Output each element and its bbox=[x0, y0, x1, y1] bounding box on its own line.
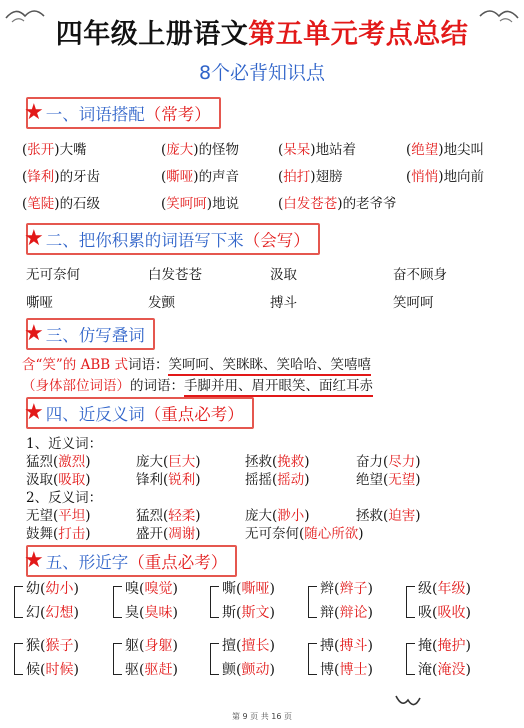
section-label: 一、词语搭配 bbox=[45, 105, 145, 124]
bracket-icon bbox=[210, 643, 219, 675]
similar-char-group: 擅(擅长) 颤(颤动) bbox=[210, 635, 306, 681]
list-item: (白发苍苍)的老爷爷 bbox=[278, 196, 397, 212]
page-footer: 第 9 页 共 16 页 bbox=[232, 712, 292, 721]
list-item: (笔陡)的石级 bbox=[22, 196, 101, 212]
synonym-pair: 奋力(尽力) bbox=[356, 454, 421, 470]
list-item: 笑呵呵 bbox=[393, 295, 434, 311]
section-tag: （会写） bbox=[243, 231, 310, 250]
page-title bbox=[0, 12, 524, 51]
synonym-pair: 汲取(吸取) bbox=[26, 472, 91, 488]
bracket-icon bbox=[14, 586, 23, 618]
list-item: 嘶哑 bbox=[26, 295, 53, 311]
list-item: 搏斗 bbox=[270, 295, 297, 311]
synonym-pair: 摇摇(摇动) bbox=[245, 472, 310, 488]
synonym-pair: 庞大(巨大) bbox=[136, 454, 201, 470]
star-icon: ★ bbox=[24, 321, 44, 346]
bracket-icon bbox=[406, 586, 415, 618]
section-header-word-collocation bbox=[26, 97, 221, 129]
bracket-icon bbox=[210, 586, 219, 618]
similar-char-group: 搏(搏斗) 博(博士) bbox=[308, 635, 404, 681]
star-icon: ★ bbox=[24, 548, 44, 573]
body-part-words-line: （身体部位词语）的词语：手脚并用、眉开眼笑、面红耳赤 bbox=[22, 374, 373, 394]
list-item: (绝望)地尖叫 bbox=[406, 142, 485, 158]
bracket-icon bbox=[14, 643, 23, 675]
list-item: 白发苍苍 bbox=[148, 267, 202, 283]
bracket-icon bbox=[406, 643, 415, 675]
title-black-part: 四年级上册语文 bbox=[55, 19, 249, 50]
antonym-pair: 无望(平坦) bbox=[26, 508, 91, 524]
section-label: 三、仿写叠词 bbox=[45, 326, 145, 345]
list-item: (笑呵呵)地说 bbox=[161, 196, 240, 212]
similar-char-group: 级(年级) 吸(吸收) bbox=[406, 578, 502, 624]
star-icon: ★ bbox=[24, 100, 44, 125]
antonym-pair: 猛烈(轻柔) bbox=[136, 508, 201, 524]
list-item: (嘶哑)的声音 bbox=[161, 169, 240, 185]
section-header-similar-characters bbox=[26, 545, 237, 577]
list-item: (呆呆)地站着 bbox=[278, 142, 357, 158]
similar-char-group: 躯(身躯) 驱(驱赶) bbox=[113, 635, 209, 681]
section-header-accumulated-words bbox=[26, 223, 320, 255]
antonym-pair: 无可奈何(随心所欲) bbox=[245, 526, 364, 542]
similar-char-group: 辫(辫子) 辩(辩论) bbox=[308, 578, 404, 624]
bracket-icon bbox=[113, 586, 122, 618]
antonym-pair: 庞大(渺小) bbox=[245, 508, 310, 524]
synonym-title: 1、近义词： bbox=[26, 436, 103, 452]
bracket-icon bbox=[308, 643, 317, 675]
synonym-pair: 绝望(无望) bbox=[356, 472, 421, 488]
title-red-part: 第五单元考点总结 bbox=[248, 19, 469, 50]
list-item: (拍打)翅膀 bbox=[278, 169, 343, 185]
list-item: (庞大)的怪物 bbox=[161, 142, 240, 158]
section-label: 二、把你积累的词语写下来 bbox=[45, 231, 244, 250]
section-tag: （重点必考） bbox=[144, 405, 244, 424]
section-header-reduplicated-words bbox=[26, 318, 155, 350]
similar-char-group: 嘶(嘶哑) 斯(斯文) bbox=[210, 578, 306, 624]
section-header-synonyms-antonyms bbox=[26, 397, 254, 429]
bracket-icon bbox=[308, 586, 317, 618]
antonym-pair: 盛开(凋谢) bbox=[136, 526, 201, 542]
list-item: (悄悄)地向前 bbox=[406, 169, 485, 185]
similar-char-group: 幼(幼小) 幻(幻想) bbox=[14, 578, 110, 624]
star-icon: ★ bbox=[24, 226, 44, 251]
list-item: 发颤 bbox=[148, 295, 175, 311]
section-tag: （重点必考） bbox=[128, 553, 228, 572]
antonym-title: 2、反义词： bbox=[26, 490, 103, 506]
synonym-pair: 猛烈(激烈) bbox=[26, 454, 91, 470]
synonym-pair: 拯救(挽救) bbox=[245, 454, 310, 470]
list-item: (张开)大嘴 bbox=[22, 142, 87, 158]
list-item: 无可奈何 bbox=[26, 267, 80, 283]
list-item: 奋不顾身 bbox=[393, 267, 447, 283]
antonym-pair: 拯救(迫害) bbox=[356, 508, 421, 524]
similar-char-group: 猴(猴子) 候(时候) bbox=[14, 635, 110, 681]
similar-char-group: 嗅(嗅觉) 臭(臭味) bbox=[113, 578, 209, 624]
section-label: 四、近反义词 bbox=[45, 405, 145, 424]
list-item: 汲取 bbox=[270, 267, 297, 283]
similar-char-group: 掩(掩护) 淹(淹没) bbox=[406, 635, 502, 681]
abb-words-line: 含“笑”的 ABB 式词语：笑呵呵、笑眯眯、笑哈哈、笑嘻嘻 bbox=[22, 353, 371, 373]
section-tag: （常考） bbox=[144, 105, 211, 124]
synonym-pair: 锋利(锐利) bbox=[136, 472, 201, 488]
bracket-icon bbox=[113, 643, 122, 675]
antonym-pair: 鼓舞(打击) bbox=[26, 526, 91, 542]
page-subtitle: 8个必背知识点 bbox=[198, 62, 326, 84]
list-item: (锋利)的牙齿 bbox=[22, 169, 101, 185]
section-label: 五、形近字 bbox=[45, 553, 129, 572]
star-icon: ★ bbox=[24, 400, 44, 425]
